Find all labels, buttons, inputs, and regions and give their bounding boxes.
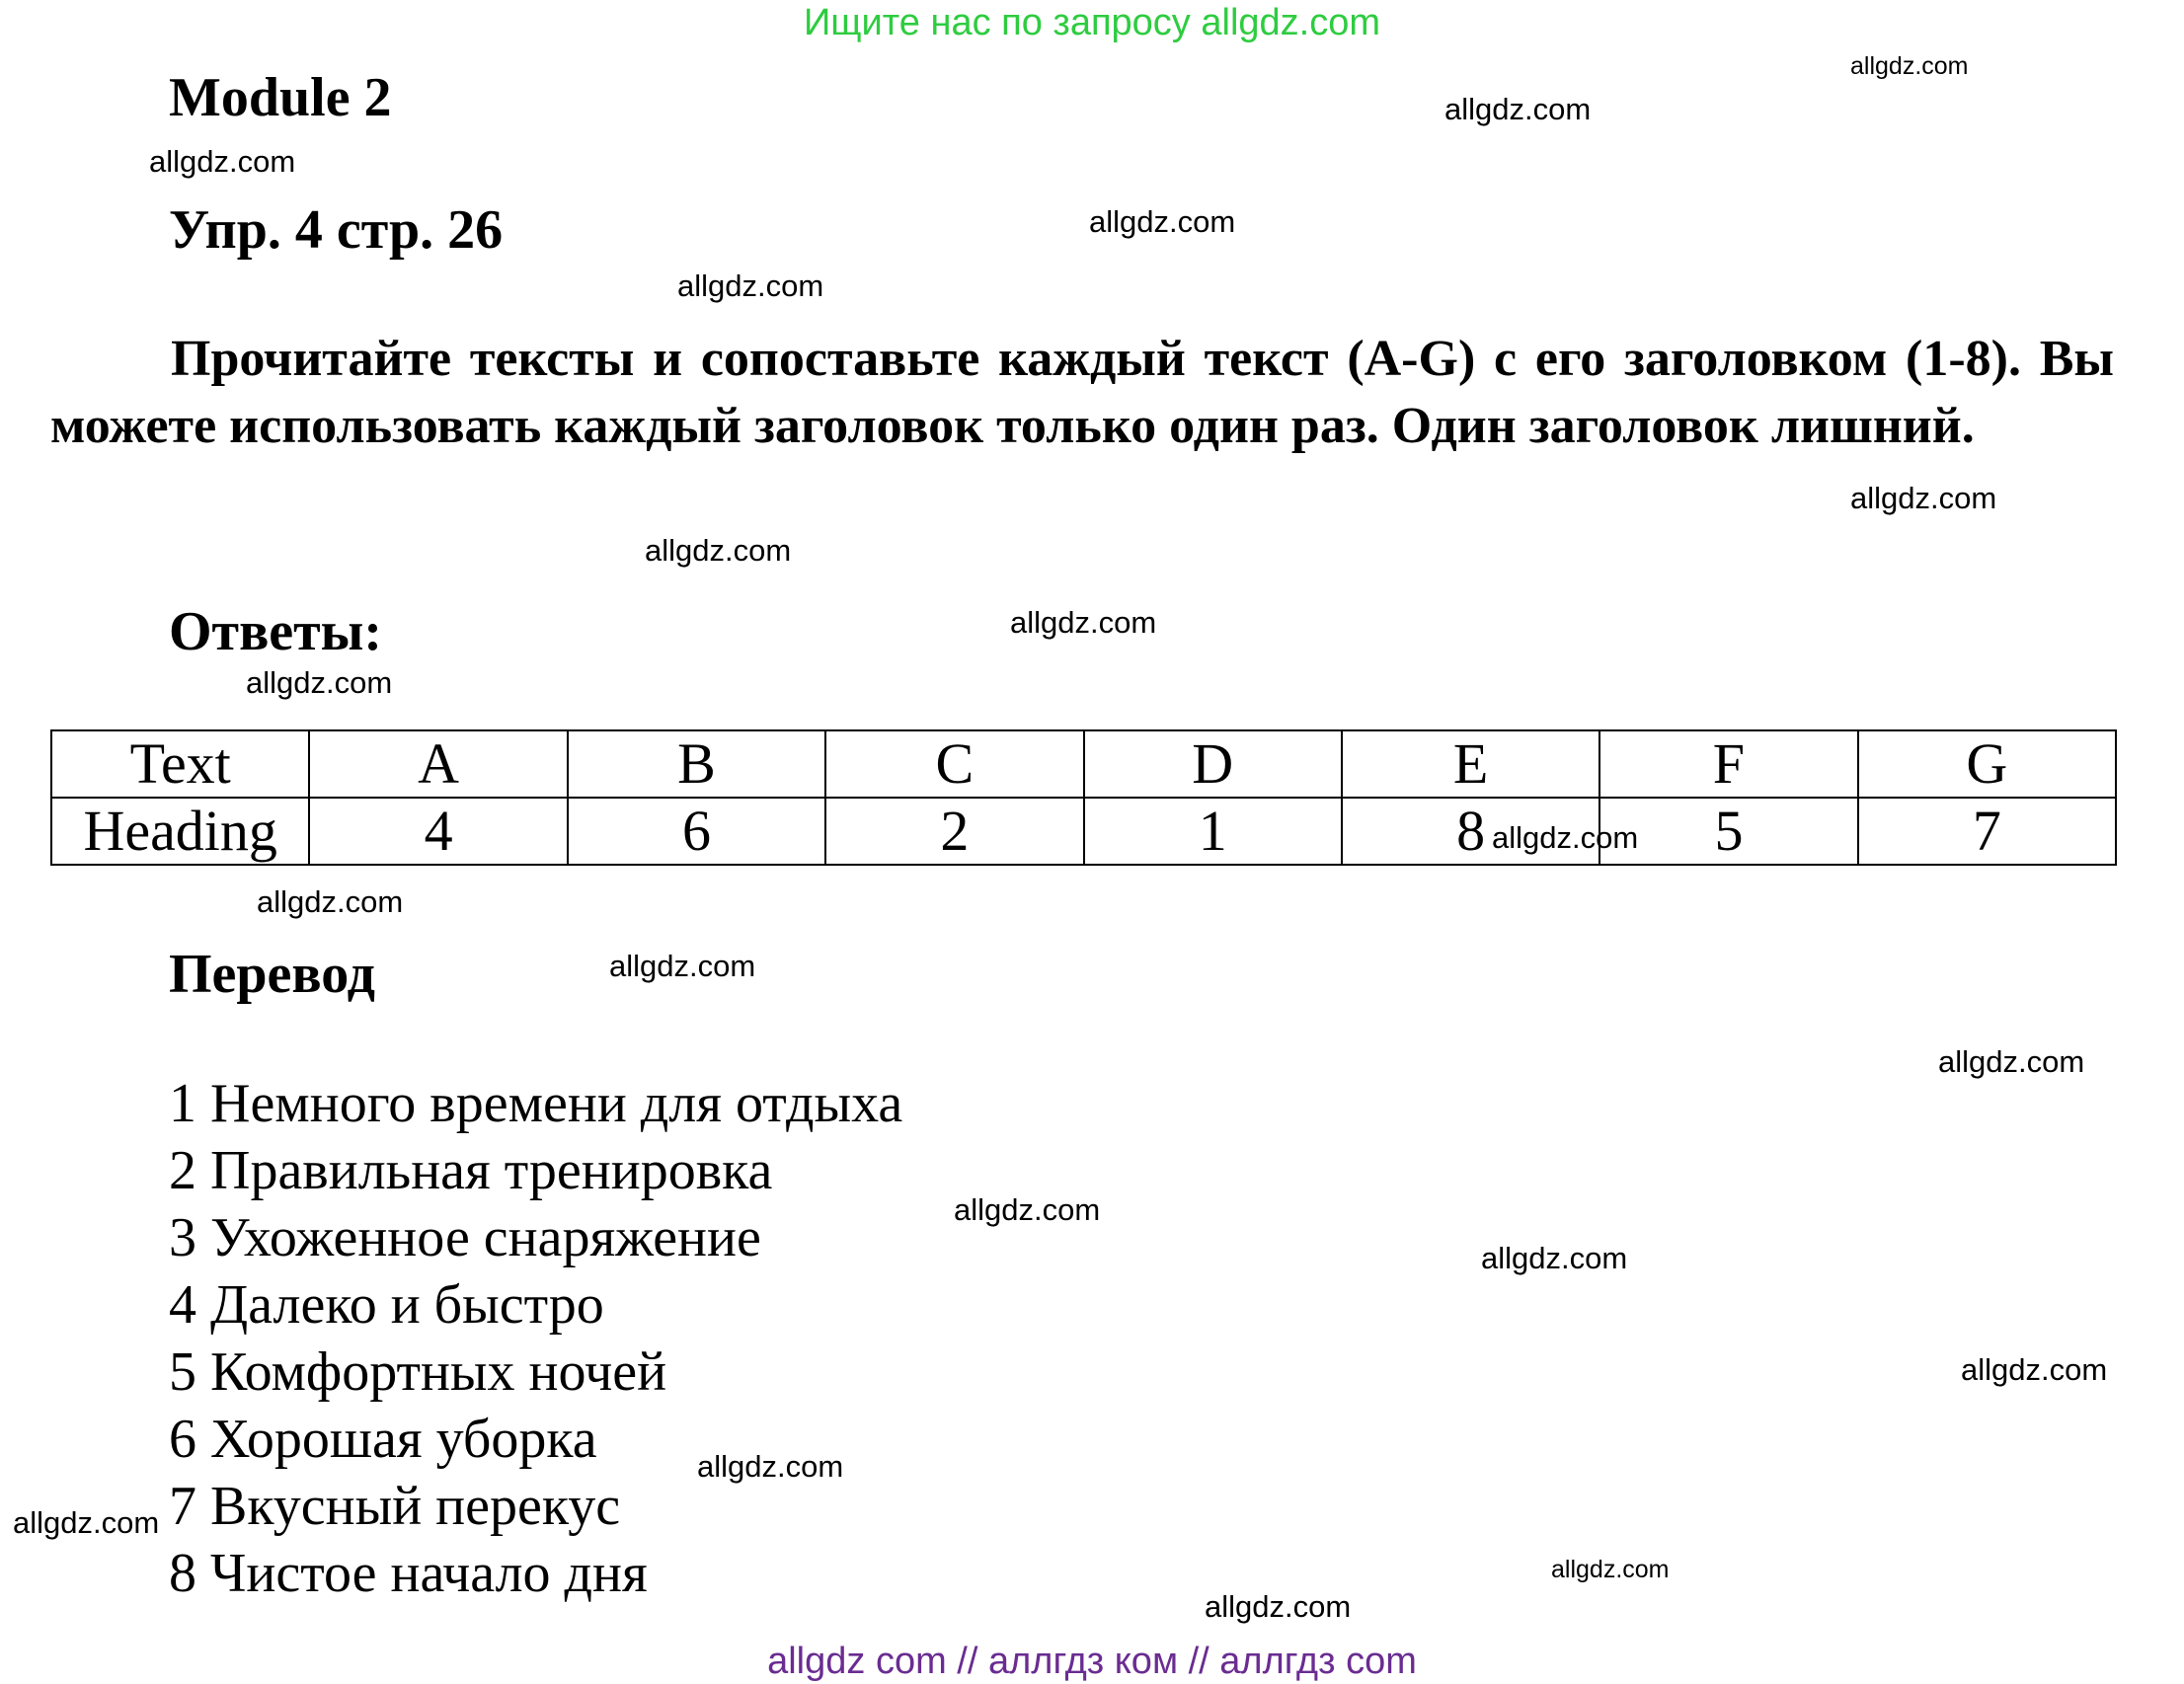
watermark: allgdz.com [1205,1589,1352,1624]
top-banner[interactable]: Ищите нас по запросу allgdz.com [803,2,1380,43]
answers-heading: Ответы: [169,601,383,662]
watermark: allgdz.com [609,949,756,983]
watermark: allgdz.com [257,884,404,919]
heading-cell: 1 [1084,798,1342,865]
translation-heading: Перевод [169,944,375,1005]
watermark: allgdz.com [1961,1352,2108,1387]
heading-cell: 5 [1599,798,1857,865]
list-item: 1 Немного времени для отдыха [169,1073,903,1134]
watermark: allgdz.com [149,144,296,179]
exercise-title: Упр. 4 стр. 26 [169,199,504,261]
module-title: Module 2 [169,67,392,128]
translation-list [169,1070,902,1607]
list-item: 6 Хорошая уборка [169,1409,597,1470]
watermark: allgdz.com [645,533,792,568]
watermark: allgdz.com [954,1192,1101,1227]
watermark: allgdz.com [1938,1044,2085,1079]
list-item: 3 Ухоженное снаряжение [169,1207,761,1268]
text-cell: G [1858,730,2116,798]
text-cell: D [1084,730,1342,798]
watermark: allgdz.com [1089,204,1236,239]
heading-cell: 7 [1858,798,2116,865]
row-label-text: Text [51,730,309,798]
text-cell: F [1599,730,1857,798]
watermark: allgdz.com [1850,481,1997,515]
watermark: allgdz.com [1010,605,1157,640]
list-item: 5 Комфортных ночей [169,1341,667,1403]
watermark: allgdz.com [246,665,393,700]
text-cell: A [309,730,567,798]
watermark: allgdz.com [1492,820,1639,855]
text-cell: B [568,730,825,798]
bottom-banner[interactable]: allgdz com // аллгдз ком // аллгдз com [767,1641,1417,1682]
heading-cell: 2 [825,798,1083,865]
heading-cell: 6 [568,798,825,865]
watermark: allgdz.com [1444,92,1592,126]
text-cell: E [1342,730,1599,798]
watermark: allgdz.com [13,1505,160,1540]
list-item: 7 Вкусный перекус [169,1476,621,1537]
table-row-text [51,730,2116,798]
text-cell: C [825,730,1083,798]
watermark: allgdz.com [1551,1556,1670,1583]
watermark: allgdz.com [1850,52,1969,80]
watermark: allgdz.com [697,1449,844,1484]
watermark: allgdz.com [677,268,824,303]
task-instruction: Прочитайте тексты и сопоставьте каждый текст (A-G) с его заголовком (1-8). Вы можете использовать каждый заголовок только один раз. Один заголовок лишний. [50,331,2114,454]
list-item: 2 Правильная тренировка [169,1140,773,1201]
table-row-heading [51,798,2116,865]
heading-cell: 8 [1342,798,1599,865]
list-item: 4 Далеко и быстро [169,1274,604,1336]
list-item: 8 Чистое начало дня [169,1543,648,1604]
watermark: allgdz.com [1481,1241,1628,1275]
heading-cell: 4 [309,798,567,865]
answers-table [50,729,2117,866]
row-label-heading: Heading [51,798,309,865]
